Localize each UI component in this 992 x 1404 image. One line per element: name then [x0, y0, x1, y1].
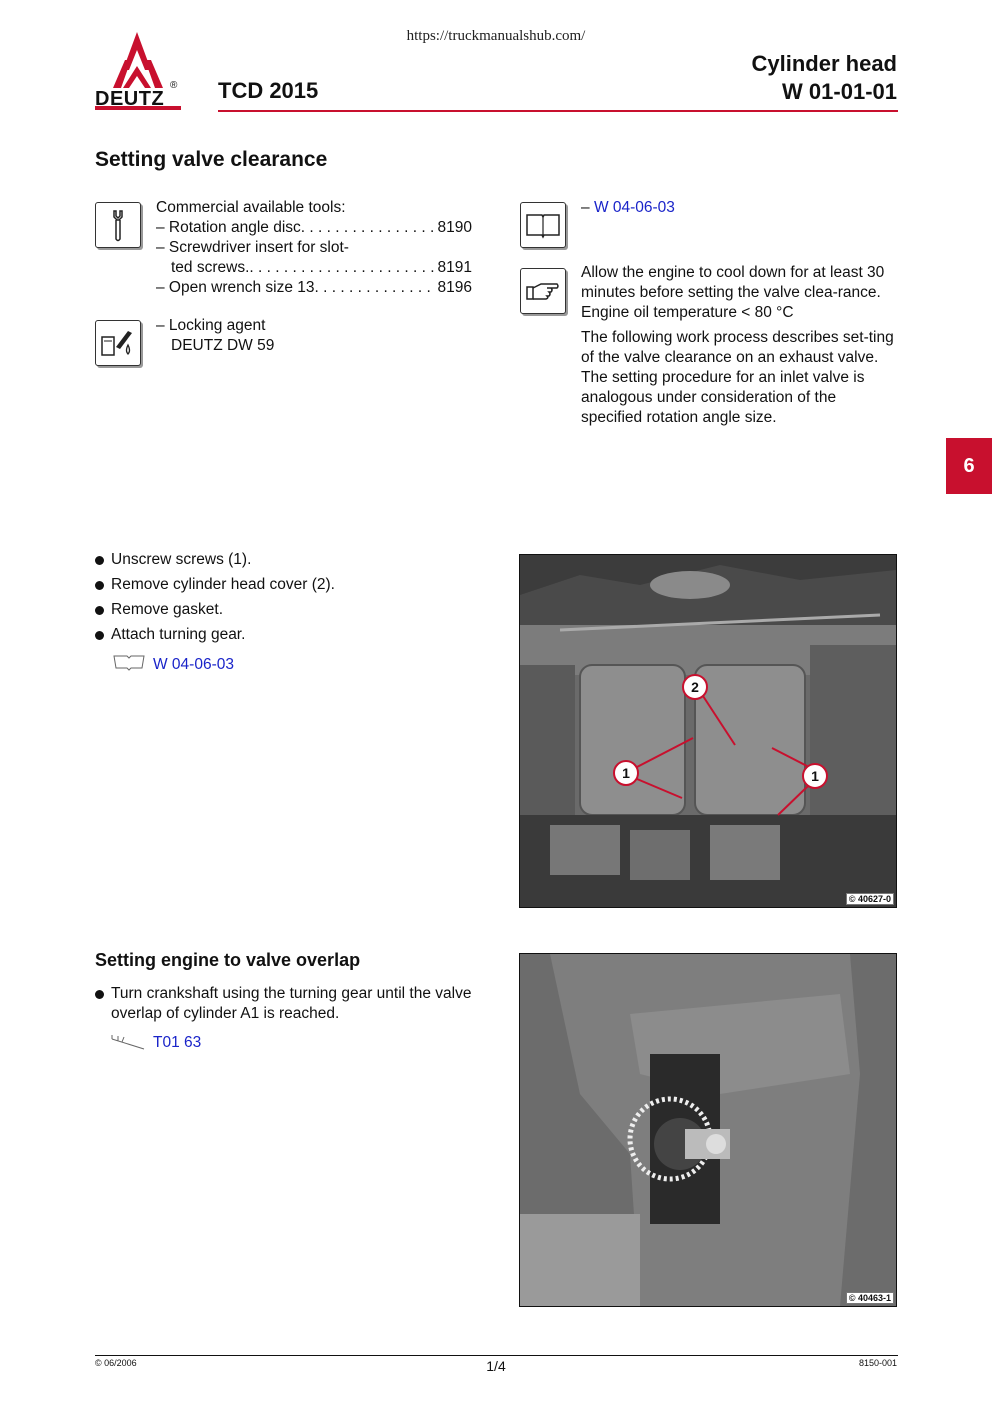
footer-date: © 06/2006 — [95, 1358, 137, 1368]
steps-list-2 — [95, 984, 495, 1029]
locking-agent — [156, 316, 274, 356]
list-item: Remove cylinder head cover (2). — [95, 575, 495, 595]
engine-photo-cylinder-heads — [519, 554, 897, 908]
steps-list-1 — [95, 550, 495, 650]
footer-divider — [95, 1355, 898, 1356]
tool-item: ted screws. . . . 8191 — [156, 258, 472, 278]
tools-list — [156, 198, 472, 298]
callout-label: 2 — [691, 679, 699, 695]
tool-item: – Screwdriver insert for slot- — [156, 239, 349, 256]
callout-label: 1 — [811, 768, 819, 784]
footer-docnum: 8150-001 — [858, 1358, 897, 1368]
turning-gear-photo — [519, 953, 897, 1307]
pointing-hand-icon — [520, 268, 566, 314]
list-item: Unscrew screws (1). — [95, 550, 495, 570]
page-number: 1/4 — [486, 1358, 506, 1374]
list-item: Attach turning gear. — [95, 625, 495, 645]
source-url: https://truckmanualshub.com/ — [406, 28, 586, 44]
callout-label: 1 — [622, 765, 630, 781]
bullet-icon — [95, 631, 104, 640]
book-icon — [520, 202, 566, 248]
tool-item: – Open wrench size 13 . . . 8196 — [156, 278, 472, 298]
bullet-icon — [95, 606, 104, 615]
bullet-icon — [95, 990, 104, 999]
reference-link[interactable]: T01 63 — [153, 1034, 202, 1051]
caliper-icon — [110, 1033, 146, 1053]
engine-model: TCD 2015 — [218, 78, 319, 103]
locking-agent-icon — [95, 320, 141, 366]
brand-name: DEUTZ — [95, 88, 165, 110]
title-line-2: W 01-01-01 — [782, 79, 897, 104]
bullet-icon — [95, 581, 104, 590]
registered-mark: ® — [170, 80, 178, 91]
procedure-description: The following work process describes set-ting of the valve clearance on an exhaust valve. The setting procedure for an inlet valve is analogous under consideration of the specified rotation angle size. — [581, 329, 894, 426]
book-outline-icon — [112, 652, 146, 672]
reference-link[interactable]: W 04-06-03 — [153, 656, 234, 673]
title-line-1: Cylinder head — [751, 51, 897, 76]
list-item: Turn crankshaft using the turning gear until the valve overlap of cylinder A1 is reached. — [95, 984, 495, 1024]
locking-agent-name: DEUTZ DW 59 — [171, 337, 275, 354]
tool-item: – Rotation angle disc . . . 8190 — [156, 218, 472, 238]
ref-dash: – — [581, 199, 594, 216]
safety-note: Allow the engine to cool down for at least 30 minutes before setting the valve clea-rance. Engine oil temperature < 80 °C — [581, 264, 885, 321]
reference-line — [581, 198, 675, 218]
locking-agent-line: – Locking agent — [156, 317, 266, 334]
chapter-tab[interactable]: 6 — [946, 438, 992, 494]
document-title — [752, 50, 897, 106]
section-title: Setting valve clearance — [95, 148, 328, 171]
section2-title: Setting engine to valve overlap — [95, 950, 361, 970]
header-divider — [218, 110, 898, 112]
bullet-icon — [95, 556, 104, 565]
list-item: Remove gasket. — [95, 600, 495, 620]
tools-intro: Commercial available tools: — [156, 199, 346, 216]
photo-copyright: © 40463-1 — [846, 1292, 894, 1304]
photo-copyright: © 40627-0 — [846, 893, 894, 905]
reference-link[interactable]: W 04-06-03 — [593, 199, 675, 216]
wrench-icon — [95, 202, 141, 248]
